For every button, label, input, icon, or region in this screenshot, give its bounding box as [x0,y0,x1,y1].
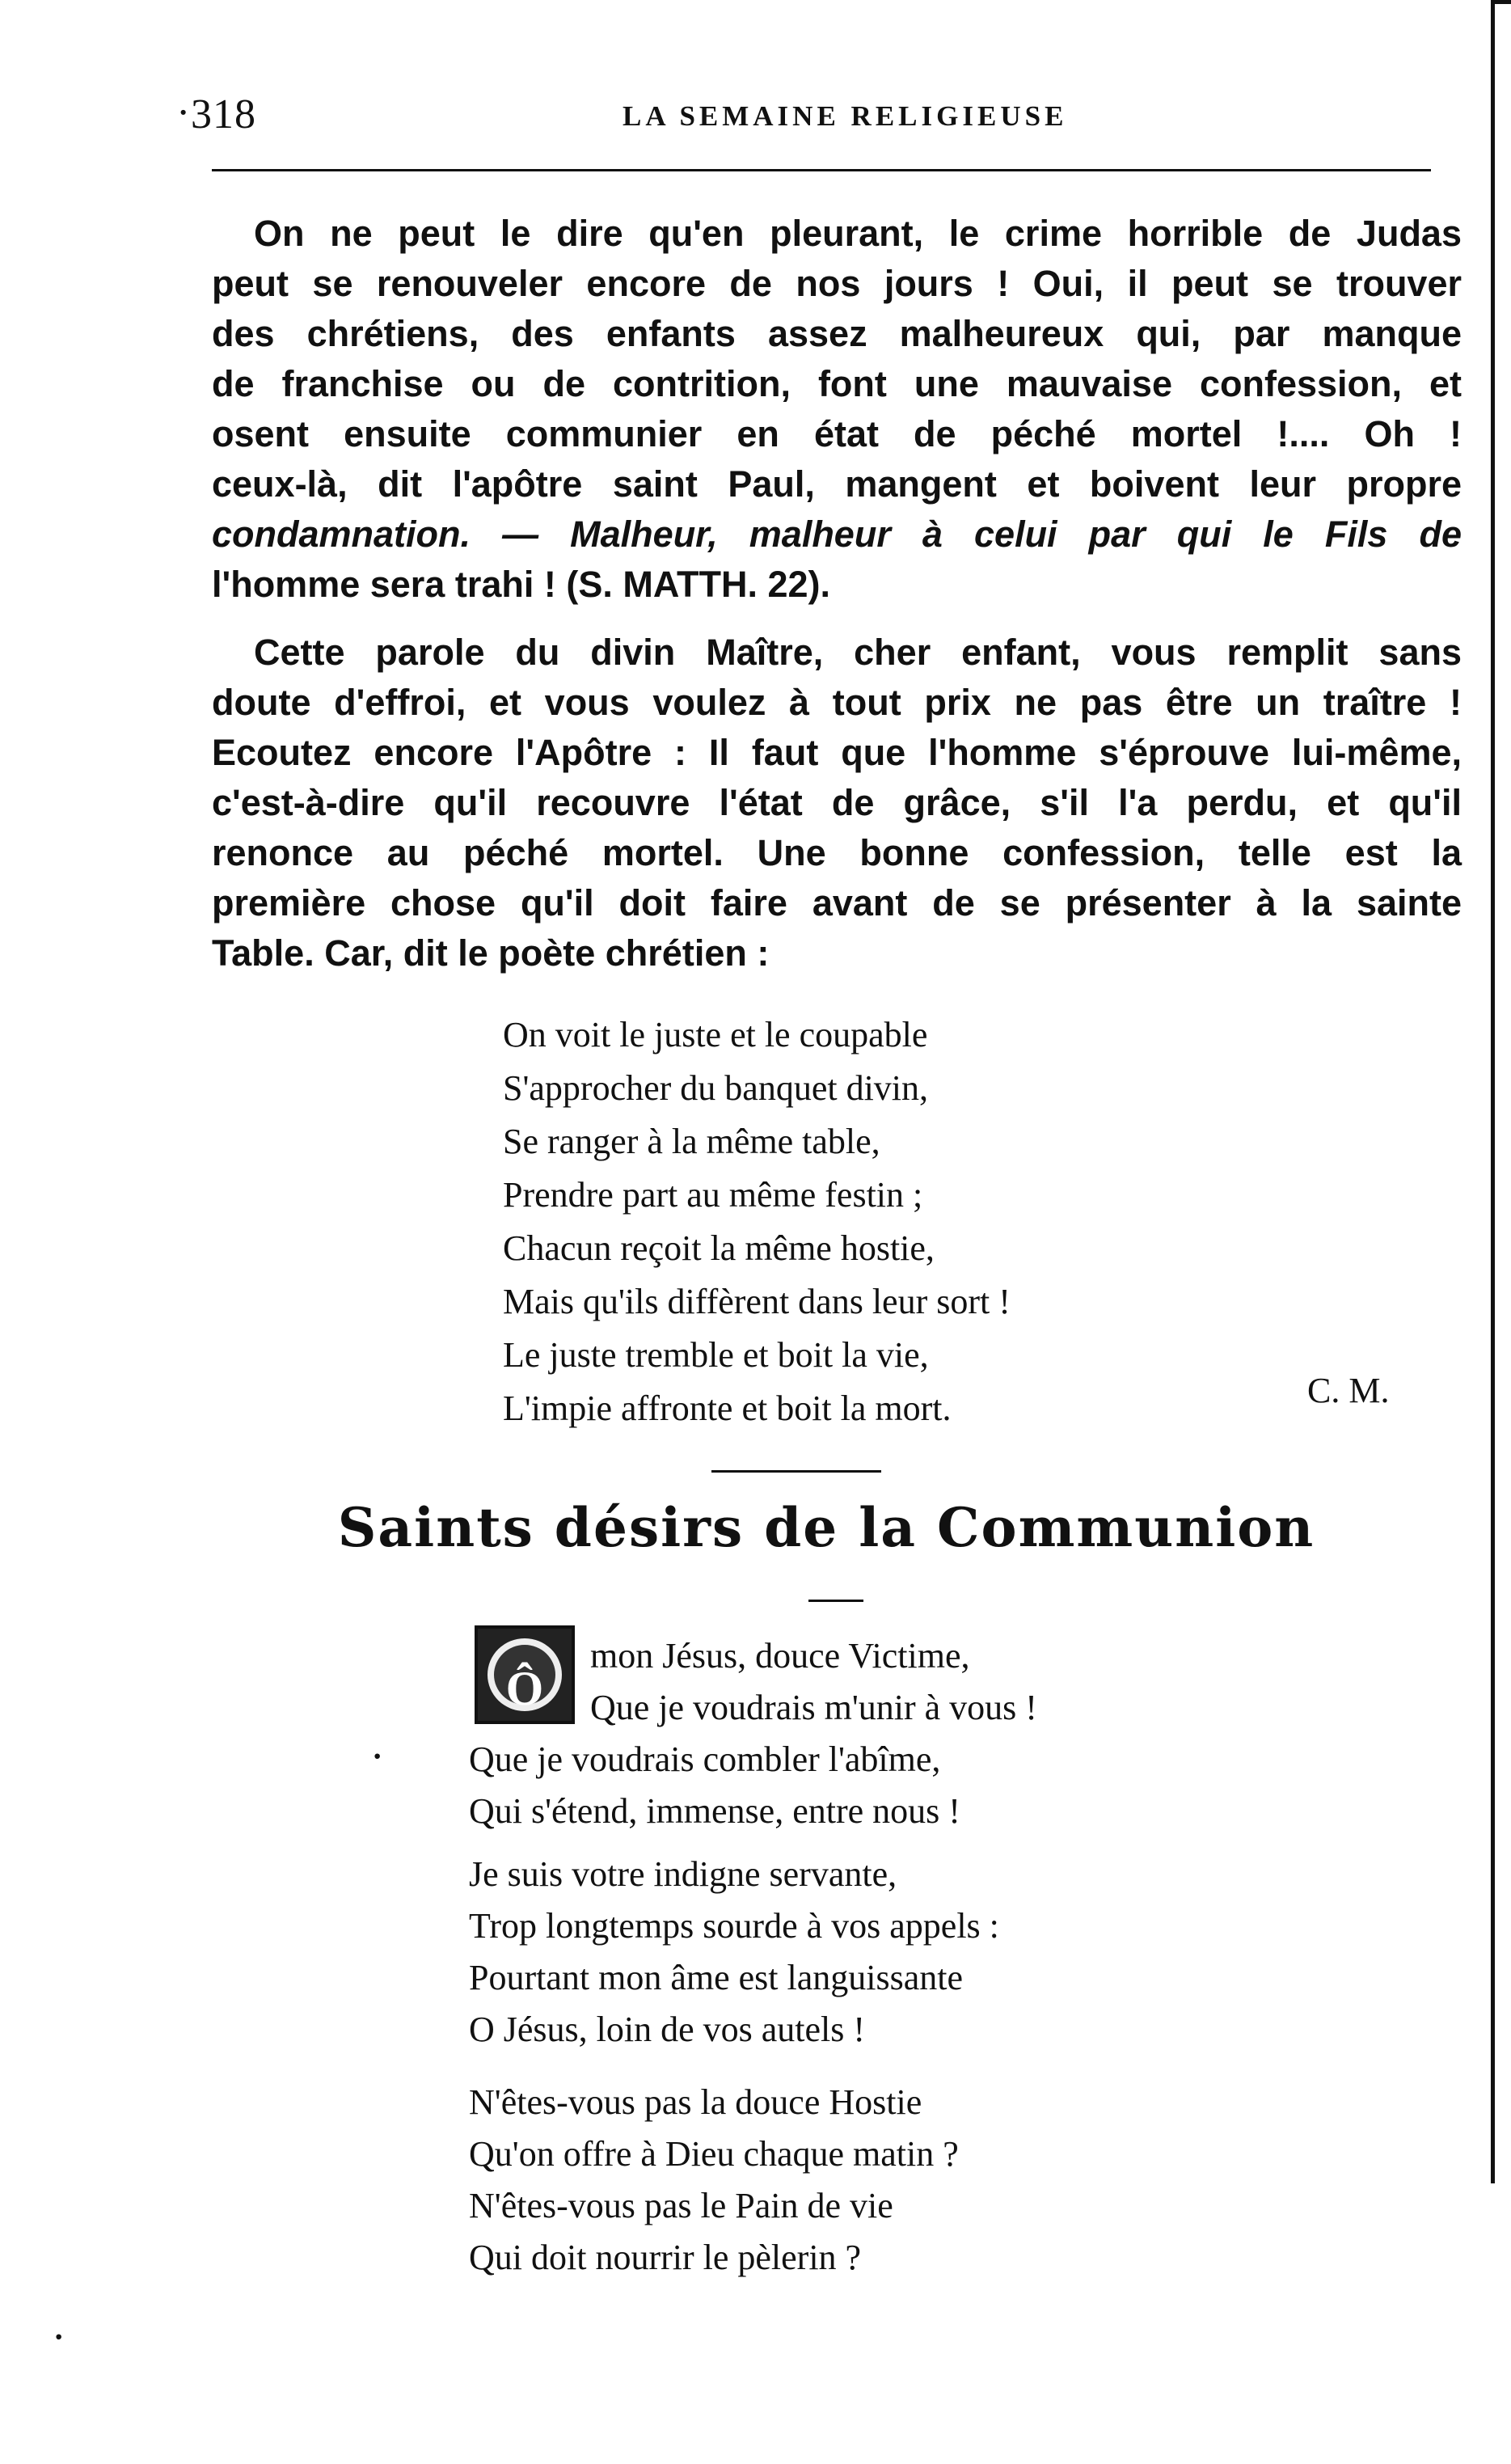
poem-line: Se ranger à la même table, [503,1122,880,1161]
poem-line: Prendre part au même festin ; [503,1175,923,1215]
hymn-line: N'êtes-vous pas le Pain de vie [469,2186,893,2225]
poem-line: S'approcher du banquet divin, [503,1068,929,1108]
prose-line: peut se renouveler encore de nos jours ! Oui, il peut se trouver [212,263,1462,304]
paragraph-1 [212,209,1462,610]
prose-line: osent ensuite communier en état de péché mortel !.... Oh ! [212,413,1462,454]
poem-line: Le juste tremble et boit la vie, [503,1335,929,1375]
prose-line: des chrétiens, des enfants assez malheureux qui, par manque [212,313,1462,354]
prose-line: première chose qu'il doit faire avant de se présenter à la sainte [212,882,1462,923]
page-edge-rule [1491,0,1495,2183]
title-underline [808,1600,863,1602]
page-edge-corner [1491,0,1511,4]
poem-line: L'impie affronte et boit la mort. [503,1388,952,1428]
hymn-line: N'êtes-vous pas la douce Hostie [469,2082,922,2122]
prose-line: ceux-là, dit l'apôtre saint Paul, mangent et boivent leur propre [212,463,1462,505]
hymn-stanza-1-opening [590,1630,1037,1734]
hymn-stanza-2 [469,1849,999,2056]
prose-line: Table. Car, dit le poète chrétien : [212,932,770,974]
hymn-line: mon Jésus, douce Victime, [590,1636,970,1676]
poem [503,1008,1011,1435]
prose-line: Cette parole du divin Maître, cher enfant, vous remplit sans [254,632,1462,673]
section-divider [711,1470,881,1473]
hymn-line: Qui doit nourrir le pèlerin ? [469,2238,862,2277]
poem-line: Chacun reçoit la même hostie, [503,1228,935,1268]
hymn-line: Qui s'étend, immense, entre nous ! [469,1791,960,1831]
prose-line: Ecoutez encore l'Apôtre : Il faut que l'homme s'éprouve lui-même, [212,732,1462,773]
hymn-line: Que je voudrais combler l'abîme, [469,1739,941,1779]
header-rule [212,169,1431,171]
prose-line: condamnation. — Malheur, malheur à celui par qui le Fils de [212,514,1462,555]
poem-line: Mais qu'ils diffèrent dans leur sort ! [503,1282,1011,1321]
prose-line: c'est-à-dire qu'il recouvre l'état de grâce, s'il l'a perdu, et qu'il [212,782,1462,823]
prose-line: doute d'effroi, et vous voulez à tout prix ne pas être un traître ! [212,682,1462,723]
hymn-line: Trop longtemps sourde à vos appels : [469,1906,999,1946]
page-number: 318 [191,91,256,137]
stray-mark: · [53,2318,65,2355]
paragraph-2 [212,628,1462,978]
hymn-stanza-3 [469,2077,959,2284]
hymn-line: O Jésus, loin de vos autels ! [469,2010,866,2049]
hymn-line: Pourtant mon âme est languissante [469,1958,963,1997]
poem-line: On voit le juste et le coupable [503,1015,928,1054]
section-title: Saints désirs de la Communion [337,1496,1315,1559]
page-number-mark: · [176,90,191,136]
hymn-line: Que je voudrais m'unir à vous ! [590,1688,1037,1727]
prose-line: On ne peut le dire qu'en pleurant, le crime horrible de Judas [254,213,1462,254]
prose-line: l'homme sera trahi ! (S. MATTH. 22). [212,564,830,605]
hymn-line: Je suis votre indigne servante, [469,1854,897,1894]
stray-mark: · [372,1738,383,1774]
poem-signature: C. M. [1307,1371,1390,1410]
dropcap-ornament [475,1625,575,1724]
dropcap-medallion [487,1638,562,1715]
hymn-line: Qu'on offre à Dieu chaque matin ? [469,2134,959,2174]
hymn-stanza-1-closing [469,1734,960,1837]
prose-line: renonce au péché mortel. Une bonne confession, telle est la [212,832,1462,873]
prose-line: de franchise ou de contrition, font une mauvaise confession, et [212,363,1462,404]
running-head: LA SEMAINE RELIGIEUSE [623,100,1068,132]
dropcap-letter: Ô [505,1662,544,1715]
